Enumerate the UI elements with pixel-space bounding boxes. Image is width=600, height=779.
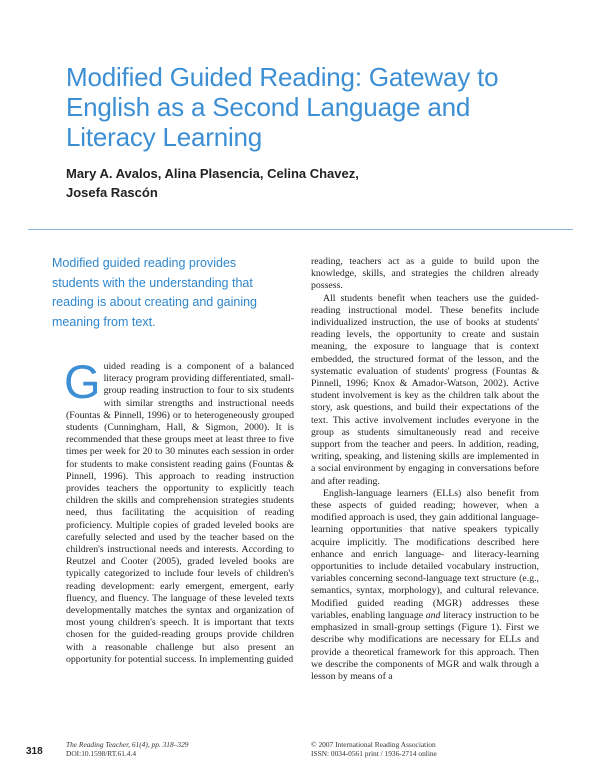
intro-text: uided reading is a component of a balanced literacy program providing differentiated, small-group reading instruction to four to six students with similar strengths and instructional needs (Fountas & Pinnell, 1996) or to heterogeneously grouped students (Cunningham, Hall, & Sigmon, 2000). It is recommended that these groups meet at least three to five times per week for 20 to 30 minutes each session in order for students to make consistent reading gains (Fountas & Pinnell, 1996). This approach to reading instruction provides teachers the opportunity to explicitly teach children the skills and comprehension strategies students need, thus facilitating the acquisition of reading proficiency. Multiple copies of graded leveled books are carefully selected and used by the teacher based on the children's instructional needs and interests. According to Reutzel and Cooter (2005), graded leveled books are typically categorized to include four levels of children's reading development: early emergent, emergent, early fluency, and fluency. The language of these leveled texts developmentally matches the syntax and organization of most young children's speech. It is important that texts chosen for the guided-reading groups provide children with a reasonable challenge but also present an opportunity for potential success. In implementing guided [66, 361, 294, 665]
issn-text: ISSN: 0034-0561 print / 1936-2714 online [311, 749, 437, 758]
authors-line-2: Josefa Rascón [66, 185, 158, 200]
ells-text-emphasis: and [425, 609, 441, 621]
article-title: Modified Guided Reading: Gateway to English as a Second Language and Literacy Learning [66, 62, 499, 152]
body-paragraph-benefits: All students benefit when teachers use the guided-reading instructional model. These benefits include individualized instruction, the use of books at students' reading levels, the opportunity to create and sustain meaning, the exposure to language that is context embedded, the structured format of the lesson, and the systematic evaluation of students' progress (Fountas & Pinnell, 1996; Knox & Amador-Watson, 2002). Active student involvement is key as the children talk about the story, ask questions, and build their expectations of the text. This active involvement includes everyone in the group as students simultaneously read and receive support from the teacher and peers. In addition, reading, writing, speaking, and listening skills are implemented in a social environment by engaging in conversations before and after reading. [311, 292, 539, 487]
body-paragraph-continuation: reading, teachers act as a guide to build upon the knowledge, skills, and strategies the children already possess. [311, 256, 539, 292]
header-divider [28, 229, 573, 230]
doi-text: DOI:10.1598/RT.61.4.4 [66, 749, 137, 758]
drop-cap: G [64, 355, 101, 408]
pull-quote: Modified guided reading provides students with the understanding that reading is about creating and gaining meaning from text. [52, 256, 258, 329]
body-column-left [64, 355, 294, 666]
body-paragraph-ells [311, 488, 539, 683]
page-number: 318 [26, 746, 43, 757]
body-paragraph-intro [64, 355, 294, 666]
footer-citation [66, 740, 286, 758]
ells-text-start: English-language learners (ELLs) also benefit from these aspects of guided reading; however, when a modified approach is used, they gain additional language-learning opportunities that native speakers typically acquire implicitly. The modifications described here enhance and enrich language- and literacy-learning opportunities to include detailed vocabulary instruction, variables concerning second-language text structure (e.g., semantics, syntax, morphology), and cultural relevance. Modified guided reading (MGR) addresses these variables, enabling language [311, 487, 539, 621]
copyright-text: © 2007 International Reading Association [311, 740, 436, 749]
footer-copyright [311, 740, 541, 758]
author-list [66, 164, 536, 202]
authors-line-1: Mary A. Avalos, Alina Plasencia, Celina Chavez, [66, 166, 359, 181]
body-column-right [311, 256, 539, 683]
journal-citation: The Reading Teacher, 61(4), pp. 318–329 [66, 740, 189, 749]
ells-text-end: literacy instruction to be emphasized in small-group settings (Figure 1). First we describe why modifications are necessary for ELLs and provide a theoretical framework for this approach. Then we describe the components of MGR and walk through a lesson by means of a [311, 609, 539, 682]
